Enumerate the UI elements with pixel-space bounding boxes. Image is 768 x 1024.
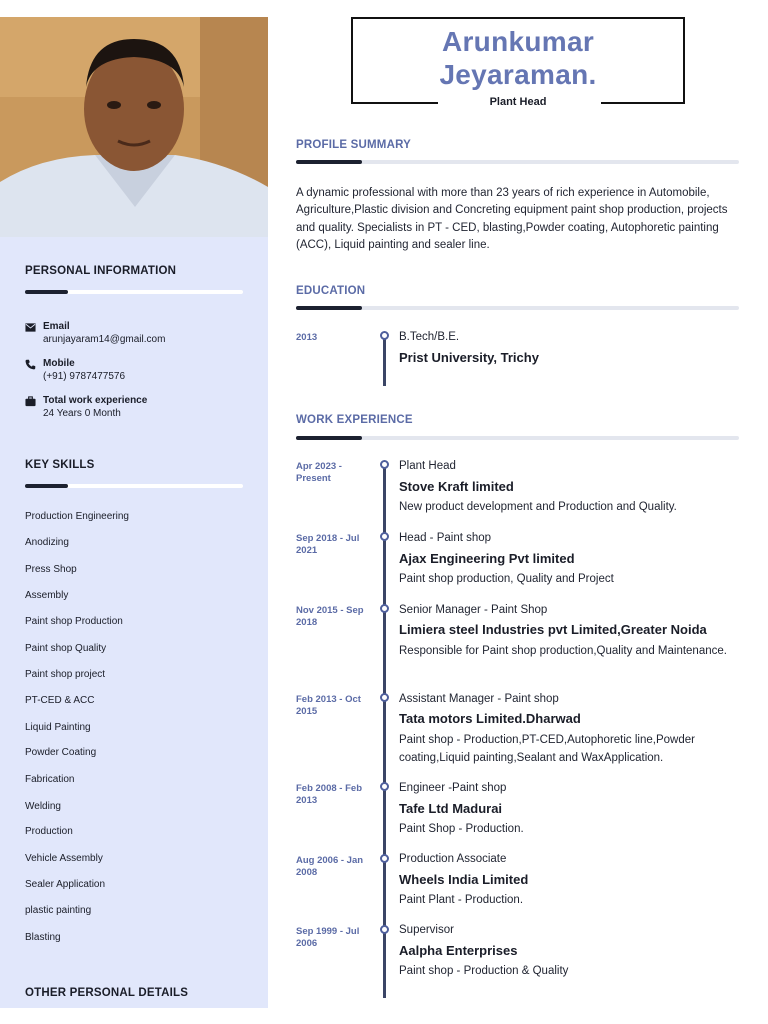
envelope-icon bbox=[25, 322, 36, 333]
name-header bbox=[351, 17, 685, 108]
skill-item: Vehicle Assembly bbox=[25, 853, 103, 864]
timeline-dot bbox=[380, 331, 389, 340]
job-company: Stove Kraft limited bbox=[399, 479, 514, 494]
timeline-dot bbox=[380, 782, 389, 791]
job-company: Ajax Engineering Pvt limited bbox=[399, 551, 575, 566]
timeline-dot bbox=[380, 925, 389, 934]
job-date: Apr 2023 - Present bbox=[296, 461, 342, 484]
skill-item: Anodizing bbox=[25, 537, 69, 548]
job-title: Head - Paint shop bbox=[399, 532, 492, 544]
profile-photo bbox=[0, 17, 268, 237]
email-label: Email bbox=[43, 321, 70, 332]
job-company: Tata motors Limited.Dharwad bbox=[399, 711, 581, 726]
section-divider bbox=[296, 306, 739, 310]
skill-item: plastic painting bbox=[25, 905, 92, 916]
personal-information-heading: PERSONAL INFORMATION bbox=[25, 265, 177, 277]
education-institute: Prist University, Trichy bbox=[399, 350, 539, 365]
skill-item: PT-CED & ACC bbox=[25, 695, 95, 706]
job-date: Feb 2008 - Feb 2013 bbox=[296, 783, 362, 806]
email-value[interactable]: arunjayaram14@gmail.com bbox=[43, 334, 166, 345]
job-title: Engineer -Paint shop bbox=[399, 782, 507, 794]
education-heading: EDUCATION bbox=[296, 285, 366, 297]
profile-summary-text: A dynamic professional with more than 23 years of rich experience in Automobile, Agriculture,Plastic division and Concreting equipment paint shop production, projects and quality. Specialists in PT - CED, blasting,Powder coating, Autophoretic painting (ACC), Liquid painting and sealer line. bbox=[296, 187, 728, 251]
phone-icon bbox=[25, 359, 36, 370]
skill-item: Paint shop Quality bbox=[25, 643, 107, 654]
job-description: Paint shop production, Quality and Project bbox=[399, 573, 614, 585]
education-degree: B.Tech/B.E. bbox=[399, 331, 460, 343]
section-divider bbox=[296, 436, 739, 440]
skill-item: Liquid Painting bbox=[25, 722, 91, 733]
personal-information-section bbox=[25, 265, 243, 420]
mobile-label: Mobile bbox=[43, 358, 75, 369]
job-date: Aug 2006 - Jan 2008 bbox=[296, 855, 364, 878]
mobile-row bbox=[25, 358, 243, 383]
other-personal-details-section bbox=[25, 987, 243, 999]
job-date: Feb 2013 - Oct 2015 bbox=[296, 694, 361, 717]
other-personal-details-heading: OTHER PERSONAL DETAILS bbox=[25, 987, 189, 999]
job-title: Supervisor bbox=[399, 924, 454, 936]
job-description: Paint shop - Production & Quality bbox=[399, 965, 569, 977]
skill-item: Powder Coating bbox=[25, 747, 97, 758]
section-divider bbox=[25, 290, 243, 294]
job-description: Responsible for Paint shop production,Quality and Maintenance. bbox=[399, 645, 727, 657]
skill-item: Welding bbox=[25, 801, 61, 812]
job-description: Paint shop - Production,PT-CED,Autophoretic line,Powder coating,Liquid painting,Sealant and WaxApplication. bbox=[399, 734, 695, 764]
skill-item: Production bbox=[25, 826, 73, 837]
skill-item: Production Engineering bbox=[25, 511, 129, 522]
timeline-dot bbox=[380, 460, 389, 469]
skill-item: Fabrication bbox=[25, 774, 75, 785]
job-description: Paint Shop - Production. bbox=[399, 823, 524, 835]
job-date: Sep 1999 - Jul 2006 bbox=[296, 926, 360, 949]
job-title: Production Associate bbox=[399, 853, 507, 865]
timeline-dot bbox=[380, 693, 389, 702]
job-description: Paint Plant - Production. bbox=[399, 894, 524, 906]
skill-item: Sealer Application bbox=[25, 879, 106, 890]
experience-timeline-line bbox=[383, 464, 386, 998]
job-title: Senior Manager - Paint Shop bbox=[399, 604, 548, 616]
job-date: Nov 2015 - Sep 2018 bbox=[296, 605, 364, 628]
mobile-value[interactable]: (+91) 9787477576 bbox=[43, 371, 126, 382]
experience-label: Total work experience bbox=[43, 395, 148, 406]
skill-item: Blasting bbox=[25, 932, 61, 943]
job-company: Aalpha Enterprises bbox=[399, 943, 518, 958]
education-timeline-line bbox=[383, 335, 386, 386]
email-row bbox=[25, 321, 243, 346]
experience-value: 24 Years 0 Month bbox=[43, 408, 121, 419]
skill-item: Paint shop project bbox=[25, 669, 106, 680]
section-divider bbox=[296, 160, 739, 164]
experience-row bbox=[25, 395, 243, 420]
job-description: New product development and Production and Quality. bbox=[399, 501, 677, 513]
education-year: 2013 bbox=[296, 332, 318, 343]
timeline-dot bbox=[380, 854, 389, 863]
timeline-dot bbox=[380, 532, 389, 541]
skill-item: Paint shop Production bbox=[25, 616, 123, 627]
work-experience-heading: WORK EXPERIENCE bbox=[296, 414, 413, 426]
job-company: Tafe Ltd Madurai bbox=[399, 801, 503, 816]
profile-summary-heading: PROFILE SUMMARY bbox=[296, 139, 412, 151]
job-role: Plant Head bbox=[489, 96, 547, 108]
job-title: Plant Head bbox=[399, 460, 456, 472]
key-skills-heading: KEY SKILLS bbox=[25, 459, 95, 471]
section-divider bbox=[25, 484, 243, 488]
last-name: Jeyaraman. bbox=[439, 59, 597, 90]
job-company: Limiera steel Industries pvt Limited,Greater Noida bbox=[399, 622, 707, 637]
first-name: Arunkumar bbox=[441, 26, 595, 57]
key-skills-section bbox=[25, 459, 243, 488]
briefcase-icon bbox=[25, 396, 36, 407]
skill-item: Press Shop bbox=[25, 564, 77, 575]
sidebar bbox=[0, 17, 268, 1008]
job-date: Sep 2018 - Jul 2021 bbox=[296, 533, 360, 556]
job-title: Assistant Manager - Paint shop bbox=[399, 693, 559, 705]
timeline-dot bbox=[380, 604, 389, 613]
job-company: Wheels India Limited bbox=[399, 872, 529, 887]
skill-item: Assembly bbox=[25, 590, 69, 601]
